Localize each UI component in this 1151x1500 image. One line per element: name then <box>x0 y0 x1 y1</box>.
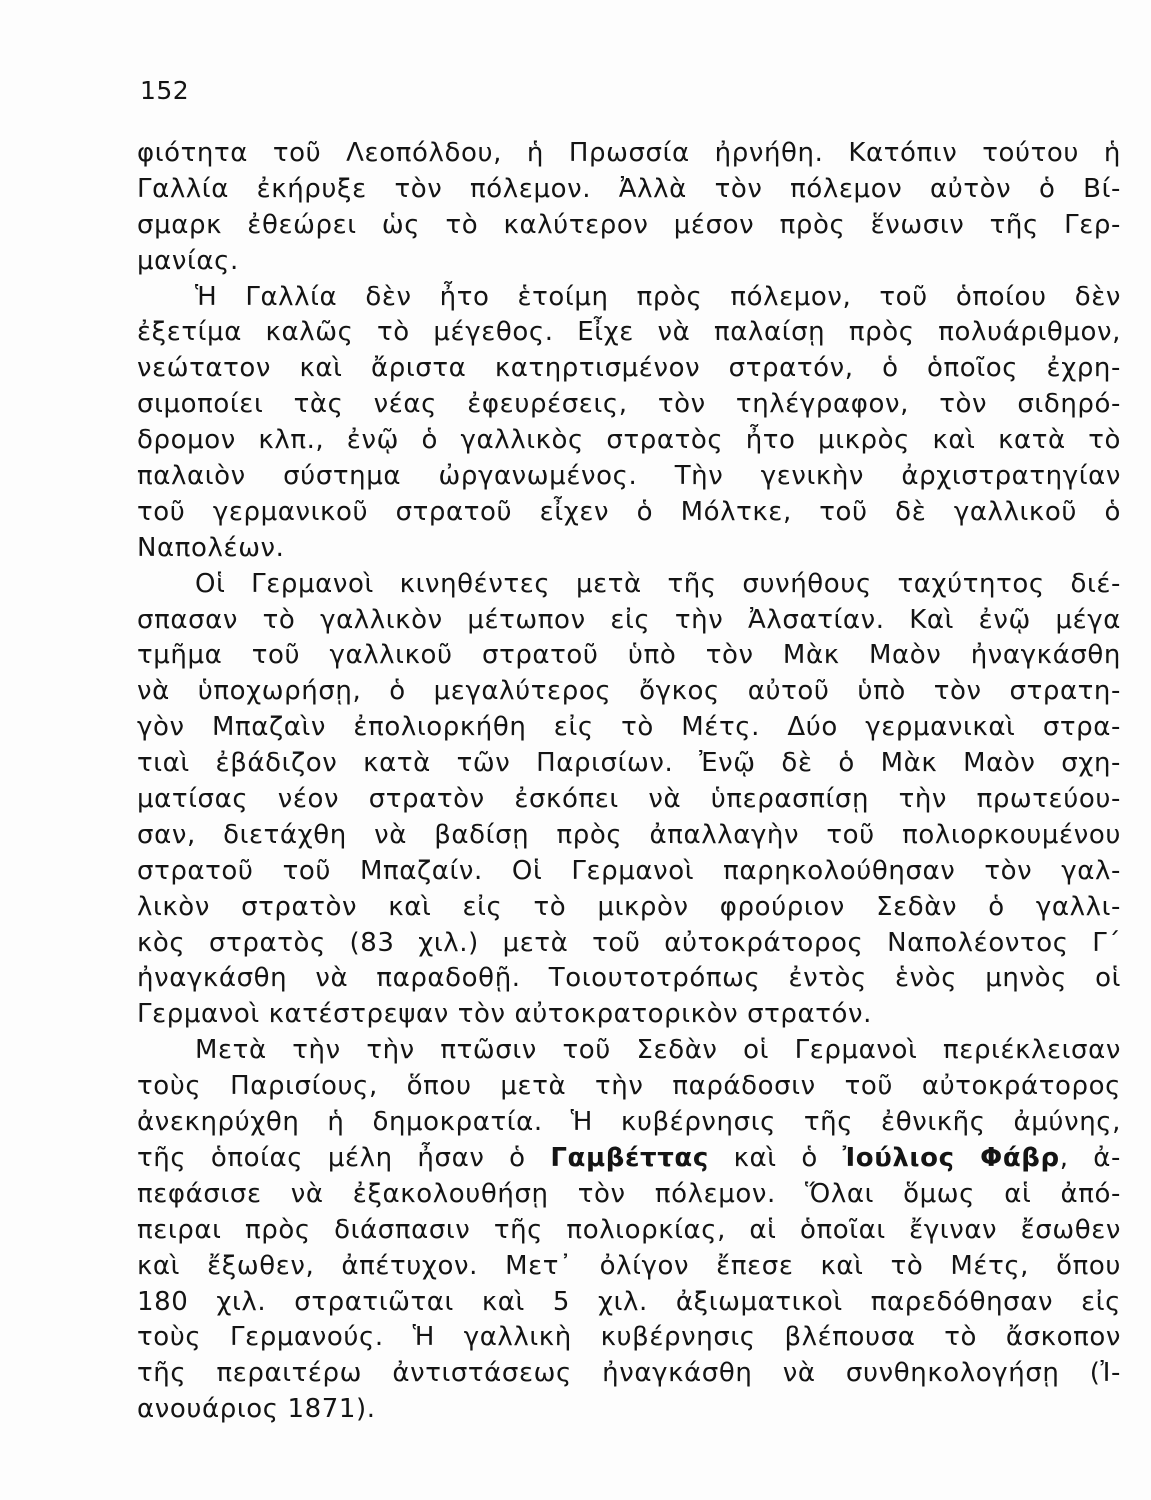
text-line: νὰ ὑποχωρήσῃ, ὁ μεγαλύτερος ὄγκος αὐτοῦ ὑπὸ τὸν στρατη- <box>137 676 1121 707</box>
text-line: Ἡ Γαλλία δὲν ἦτο ἑτοίμη πρὸς πόλεμον, τοῦ ὁποίου δὲν <box>195 281 1121 312</box>
text-line: τοὺς Γερμανούς. Ἡ γαλλικὴ κυβέρνησις βλέπουσα τὸ ἄσκοπον <box>137 1322 1121 1353</box>
text-line: 180 χιλ. στρατιῶται καὶ 5 χιλ. ἀξιωματικοὶ παρεδόθησαν εἰς <box>137 1286 1121 1317</box>
text-line: δρομον κλπ., ἐνῷ ὁ γαλλικὸς στρατὸς ἦτο μικρὸς καὶ κατὰ τὸ <box>137 425 1121 456</box>
text-line: σαν, διετάχθη νὰ βαδίσῃ πρὸς ἀπαλλαγὴν τοῦ πολιορκουμένου <box>137 819 1121 850</box>
text-line: τιαὶ ἐβάδιζον κατὰ τῶν Παρισίων. Ἐνῷ δὲ ὁ Μὰκ Μαὸν σχη- <box>137 748 1121 779</box>
bold-name: Γαμβέττας <box>550 1142 709 1173</box>
text-line: γὸν Μπαζαὶν ἐπολιορκήθη εἰς τὸ Μέτς. Δύο γερμανικαὶ στρα- <box>137 712 1121 743</box>
text-line: Μετὰ τὴν τὴν πτῶσιν τοῦ Σεδὰν οἱ Γερμανοὶ περιέκλεισαν <box>195 1035 1121 1066</box>
text-line: λικὸν στρατὸν καὶ εἰς τὸ μικρὸν φρούριον Σεδὰν ὁ γαλλι- <box>137 891 1121 922</box>
text-line: ἠναγκάσθη νὰ παραδοθῇ. Τοιουτοτρόπως ἐντὸς ἑνὸς μηνὸς οἱ <box>137 963 1121 994</box>
text-line: Ναπολέων. <box>137 532 285 563</box>
text-line: τῆς περαιτέρω ἀντιστάσεως ἠναγκάσθη νὰ συνθηκολογήσῃ (Ἰ- <box>137 1358 1121 1389</box>
text-line: μανίας. <box>137 245 239 276</box>
text-line: νεώτατον καὶ ἄριστα κατηρτισμένον στρατόν, ὁ ὁποῖος ἐχρη- <box>137 353 1121 384</box>
text-line: ματίσας νέον στρατὸν ἐσκόπει νὰ ὑπερασπίσῃ τὴν πρωτεύου- <box>137 784 1121 815</box>
text-line: Γαλλία ἐκήρυξε τὸν πόλεμον. Ἀλλὰ τὸν πόλεμον αὐτὸν ὁ Βί- <box>137 173 1121 204</box>
text-line: στρατοῦ τοῦ Μπαζαίν. Οἱ Γερμανοὶ παρηκολούθησαν τὸν γαλ- <box>137 855 1121 886</box>
text-line: παλαιὸν σύστημα ὠργανωμένος. Τὴν γενικὴν ἀρχιστρατηγίαν <box>137 461 1121 492</box>
text-line: πεφάσισε νὰ ἐξακολουθήσῃ τὸν πόλεμον. Ὅλαι ὅμως αἱ ἀπό- <box>137 1178 1121 1209</box>
page-number: 152 <box>140 76 190 105</box>
text-line: τοὺς Παρισίους, ὅπου μετὰ τὴν παράδοσιν τοῦ αὐτοκράτορος <box>137 1071 1121 1102</box>
text-line: σιμοποίει τὰς νέας ἐφευρέσεις, τὸν τηλέγραφον, τὸν σιδηρό- <box>137 389 1121 420</box>
text-line: Οἱ Γερμανοὶ κινηθέντες μετὰ τῆς συνήθους ταχύτητος διέ- <box>195 568 1121 599</box>
text-line: ἐξετίμα καλῶς τὸ μέγεθος. Εἶχε νὰ παλαίσῃ πρὸς πολυάριθμον, <box>137 317 1121 348</box>
body-text <box>137 136 1121 1428</box>
bold-name: Ἰούλιος Φάβρ <box>842 1142 1060 1173</box>
text-line: Γερμανοὶ κατέστρεψαν τὸν αὐτοκρατορικὸν στρατόν. <box>137 999 873 1030</box>
text-line: καὶ ἔξωθεν, ἀπέτυχον. Μετ᾽ ὀλίγον ἔπεσε καὶ τὸ Μέτς, ὅπου <box>137 1250 1121 1281</box>
text-line: τῆς ὁποίας μέλη ἦσαν ὁ Γαμβέττας καὶ ὁ Ἰούλιος Φάβρ, ἀ- <box>137 1142 1121 1173</box>
text-line: ανουάριος 1871). <box>137 1394 376 1425</box>
text-line: τμῆμα τοῦ γαλλικοῦ στρατοῦ ὑπὸ τὸν Μὰκ Μαὸν ἠναγκάσθη <box>137 640 1121 671</box>
text-line: κὸς στρατὸς (83 χιλ.) μετὰ τοῦ αὐτοκράτορος Ναπολέοντος Γ΄ <box>137 927 1121 958</box>
text-line: τοῦ γερμανικοῦ στρατοῦ εἶχεν ὁ Μόλτκε, τοῦ δὲ γαλλικοῦ ὁ <box>137 496 1121 527</box>
text-line: φιότητα τοῦ Λεοπόλδου, ἡ Πρωσσία ἠρνήθη. Κατόπιν τούτου ἡ <box>137 138 1121 168</box>
text-line: ἀνεκηρύχθη ἡ δημοκρατία. Ἡ κυβέρνησις τῆς ἐθνικῆς ἀμύνης, <box>137 1107 1121 1138</box>
text-line: σμαρκ ἐθεώρει ὡς τὸ καλύτερον μέσον πρὸς ἕνωσιν τῆς Γερ- <box>137 209 1121 240</box>
text-line: πειραι πρὸς διάσπασιν τῆς πολιορκίας, αἱ ὁποῖαι ἔγιναν ἔσωθεν <box>137 1214 1121 1245</box>
text-line: σπασαν τὸ γαλλικὸν μέτωπον εἰς τὴν Ἀλσατίαν. Καὶ ἐνῷ μέγα <box>137 604 1121 635</box>
